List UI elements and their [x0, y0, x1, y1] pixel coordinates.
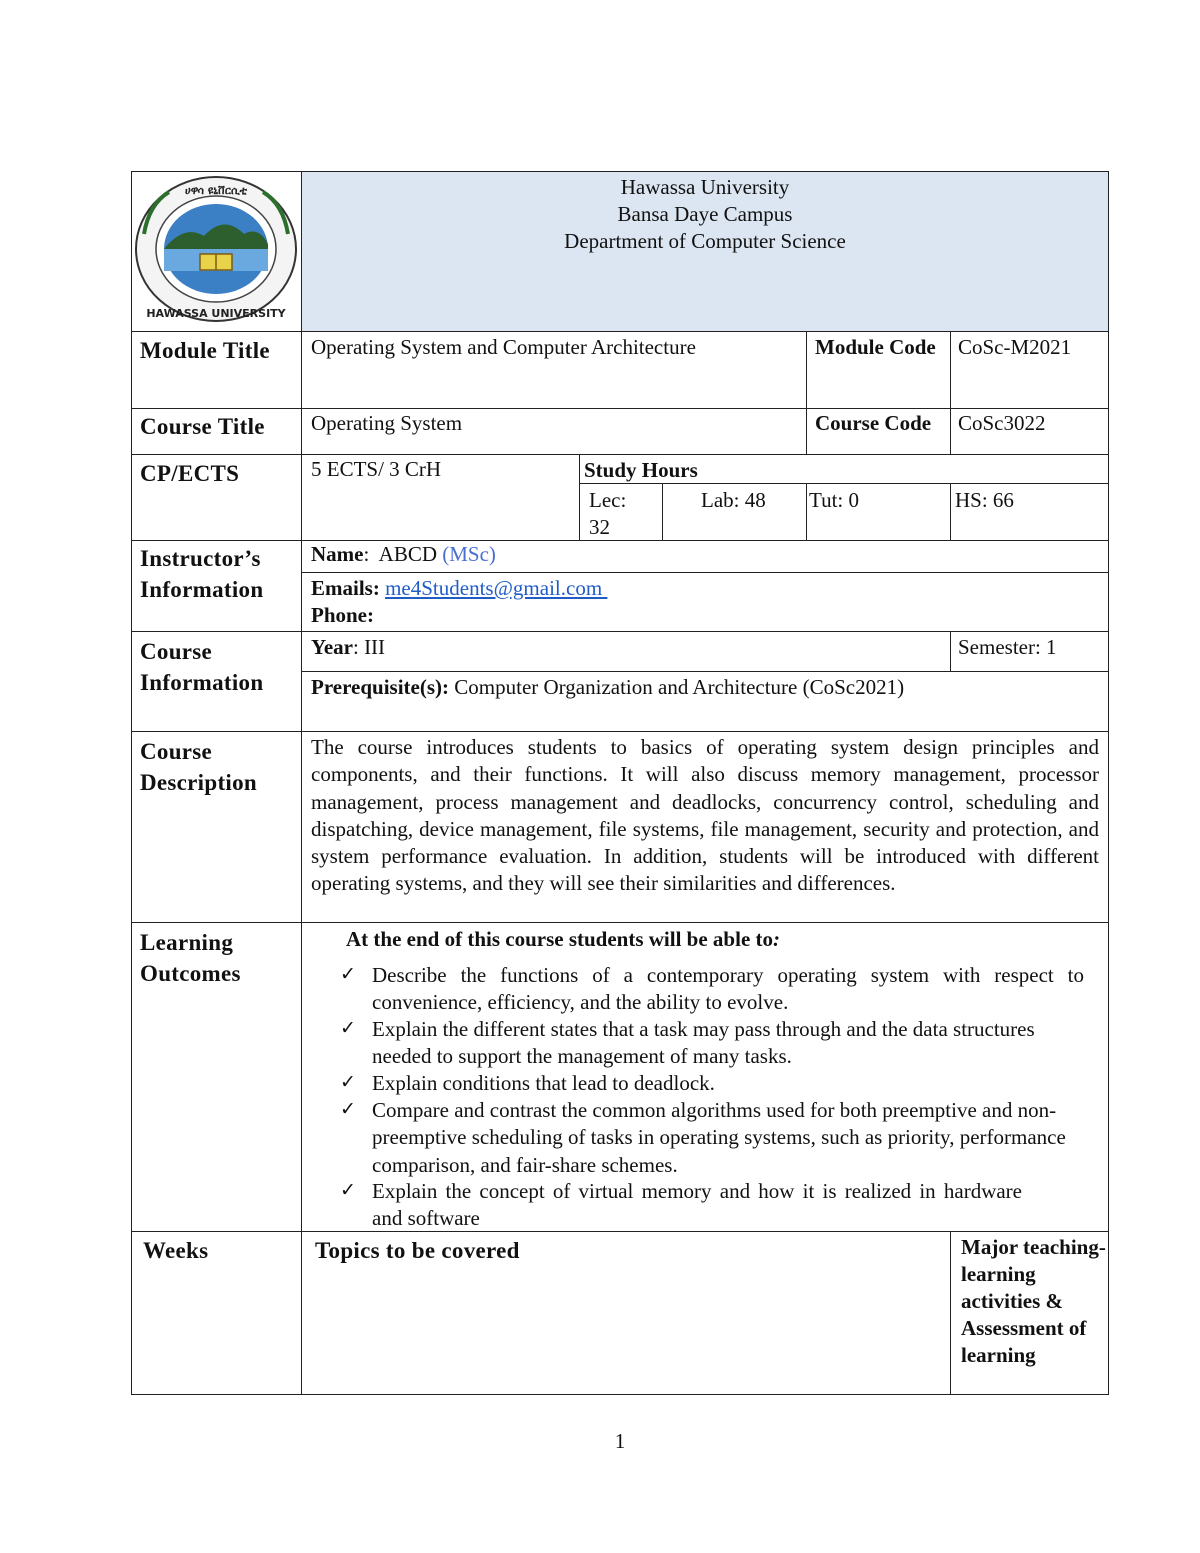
table-border-top: [131, 171, 1109, 172]
instructor-email: [311, 575, 607, 602]
year-value: : III: [352, 635, 386, 659]
course-code-label: Course Code: [815, 411, 932, 435]
table-divider: [950, 331, 951, 454]
module-code-value: CoSc-M2021: [958, 335, 1072, 359]
outcome-item: Explain the concept of virtual memory and how it is realized in hardware and software: [372, 1179, 1022, 1231]
page-number: 1: [614, 1429, 626, 1453]
table-border-bottom: [131, 1394, 1109, 1395]
instructor-label-line2: Information: [140, 577, 264, 602]
table-row-line: [131, 1231, 1109, 1232]
check-icon: ✓: [340, 1180, 356, 1201]
table-border-right: [1108, 171, 1109, 1395]
check-icon: ✓: [340, 1018, 356, 1039]
course-title-value: Operating System: [311, 411, 463, 435]
lecture-hours-label: Lec:: [589, 488, 627, 512]
campus-name: Bansa Daye Campus: [617, 202, 793, 226]
course-info-label-line2: Information: [140, 670, 264, 695]
phone-label: Phone:: [311, 603, 374, 627]
outcome-item: Compare and contrast the common algorithms used for both preemptive and non- preemptive scheduling of tasks in operating systems, such as priority, performance comparison, and fair-share schemes.: [372, 1098, 1066, 1177]
course-description-text: The course introduces students to basics of operating system design principles and components, and their functions. It will also discuss memory management, processor management, process management and deadlocks, concurrency control, scheduling and dispatching, device management, file systems, file management, security and protection, and system performance evaluation. In addition, students will be introduced with different operating systems, and they will see their similarities and differences.: [311, 735, 1099, 896]
logo-bottom-text: HAWASSA UNIVERSITY: [146, 307, 286, 320]
module-title-label: Module Title: [140, 338, 270, 363]
study-hours-label: Study Hours: [584, 458, 698, 482]
outcome-item: Explain the different states that a task may pass through and the data structures needed to support the management of many tasks.: [372, 1017, 1035, 1069]
lab-hours: Lab: 48: [701, 488, 766, 512]
tutorial-hours: Tut: 0: [809, 488, 860, 512]
lecture-hours: 32: [589, 515, 610, 539]
course-prerequisite: [311, 674, 904, 701]
outcomes-intro-text: At the end of this course students will be able to: [346, 927, 774, 951]
description-label-line1: Course: [140, 739, 213, 764]
table-row-line: [131, 922, 1109, 923]
university-logo: [134, 174, 299, 324]
name-label: Name: [311, 542, 364, 566]
table-divider: [579, 454, 580, 540]
home-study-hours: HS: 66: [955, 488, 1014, 512]
table-row-line: [301, 671, 1109, 672]
table-divider: [950, 483, 951, 540]
department-name: Department of Computer Science: [564, 229, 846, 253]
outcomes-intro-suffix: :: [773, 927, 781, 951]
table-row-line: [131, 454, 1109, 455]
check-icon: ✓: [340, 1099, 356, 1120]
instructor-label-line1: Instructor’s: [140, 546, 261, 571]
logo-top-text: ሀዋሳ ዩኒቨርሲቲ: [184, 184, 248, 197]
description-label-line2: Description: [140, 770, 258, 795]
outcomes-label-line2: Outcomes: [140, 961, 241, 986]
table-border-left: [131, 171, 132, 1395]
check-icon: ✓: [340, 964, 356, 985]
table-divider: [806, 483, 807, 540]
outcomes-label-line1: Learning: [140, 930, 234, 955]
course-code-value: CoSc3022: [958, 411, 1046, 435]
name-degree: (MSc): [442, 542, 496, 566]
activities-header: Major teaching-learning activities & Assessment of learning: [961, 1235, 1106, 1367]
outcome-item: Describe the functions of a contemporary operating system with respect to convenience, efficiency, and the ability to evolve.: [372, 963, 1084, 1015]
table-row-line: [131, 408, 1109, 409]
module-code-label: Module Code: [815, 335, 936, 359]
name-value: : ABCD: [363, 542, 443, 566]
table-row-line: [131, 631, 1109, 632]
table-divider: [662, 483, 663, 540]
table-row-line: [579, 483, 1109, 484]
course-title-label: Course Title: [140, 414, 265, 439]
table-divider: [806, 331, 807, 454]
outcome-item: Explain conditions that lead to deadlock.: [372, 1071, 715, 1095]
course-info-label-line1: Course: [140, 639, 213, 664]
table-row-line: [131, 540, 1109, 541]
course-semester: Semester: 1: [958, 635, 1057, 659]
university-seal-icon: [134, 174, 299, 324]
prereq-value: Computer Organization and Architecture (CoSc2021): [449, 675, 905, 699]
topics-header: Topics to be covered: [315, 1238, 520, 1263]
course-year: [311, 634, 385, 661]
instructor-name: [311, 541, 496, 568]
table-row-line: [131, 731, 1109, 732]
table-divider: [950, 1231, 951, 1395]
cp-ects-label: CP/ECTS: [140, 461, 240, 486]
table-row-line: [131, 331, 1109, 332]
outcomes-intro: [346, 926, 780, 953]
table-divider: [301, 171, 302, 1395]
weeks-header: Weeks: [143, 1238, 209, 1263]
table-divider: [950, 631, 951, 671]
check-icon: ✓: [340, 1072, 356, 1093]
prereq-label: Prerequisite(s):: [311, 675, 450, 699]
table-row-line: [301, 572, 1109, 573]
university-name: Hawassa University: [620, 175, 790, 199]
email-link[interactable]: me4Students@gmail.com: [385, 576, 608, 600]
year-label: Year: [311, 635, 353, 659]
emails-label: Emails:: [311, 576, 380, 600]
cp-ects-value: 5 ECTS/ 3 CrH: [311, 457, 442, 481]
module-title-value: Operating System and Computer Architecture: [311, 335, 696, 359]
